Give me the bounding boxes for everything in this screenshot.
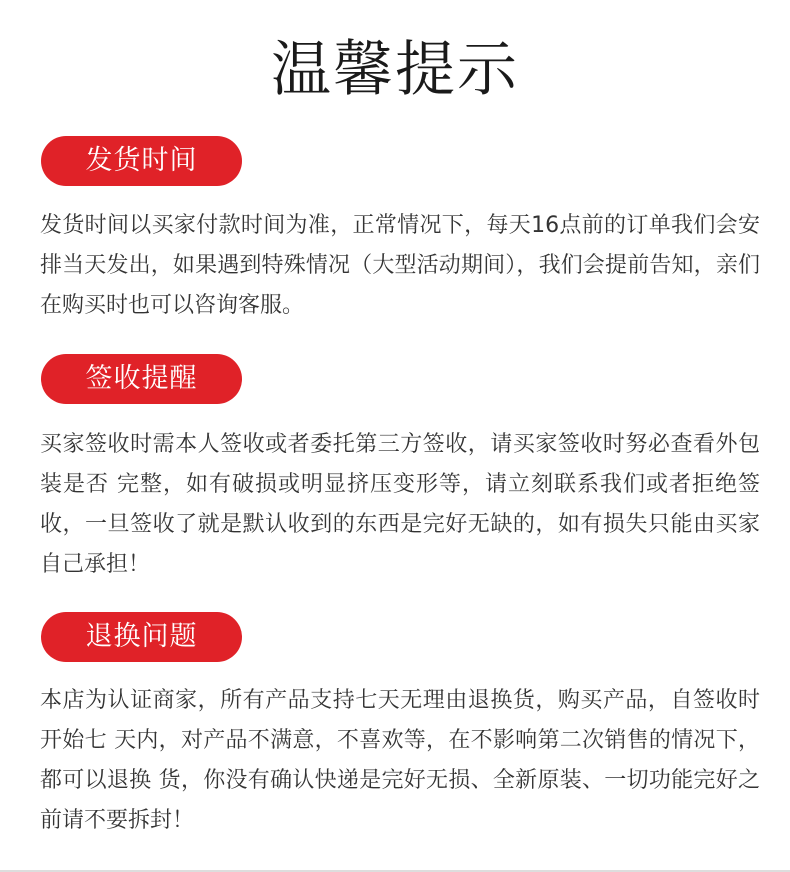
section-heading-return-exchange: 退换问题 bbox=[41, 612, 242, 662]
section-body-shipping-time: 发货时间以买家付款时间为准，正常情况下，每天16点前的订单我们会安排当天发出，如果遇到特殊情况（大型活动期间），我们会提前告知，亲们在购买时也可以咨询客服。 bbox=[40, 213, 760, 318]
section-heading-shipping-time: 发货时间 bbox=[41, 136, 242, 186]
section-heading-receipt-reminder: 签收提醒 bbox=[41, 354, 242, 404]
section-body-return-exchange: 本店为认证商家，所有产品支持七天无理由退换货，购买产品，自签收时开始七 天内，对产品不满意，不喜欢等，在不影响第二次销售的情况下，都可以退换 货，你没有确认快递是完好无损、全新原装、一切功能完好之前请不要拆封！ bbox=[40, 688, 760, 833]
page-title: 温馨提示 bbox=[271, 35, 519, 105]
section-body-receipt-reminder: 买家签收时需本人签收或者委托第三方签收，请买家签收时努必查看外包装是否 完整，如有破损或明显挤压变形等，请立刻联系我们或者拒绝签收，一旦签收了就是默认收到的东西是完好无缺的，如有损失只能由买家自己承担！ bbox=[40, 432, 760, 577]
